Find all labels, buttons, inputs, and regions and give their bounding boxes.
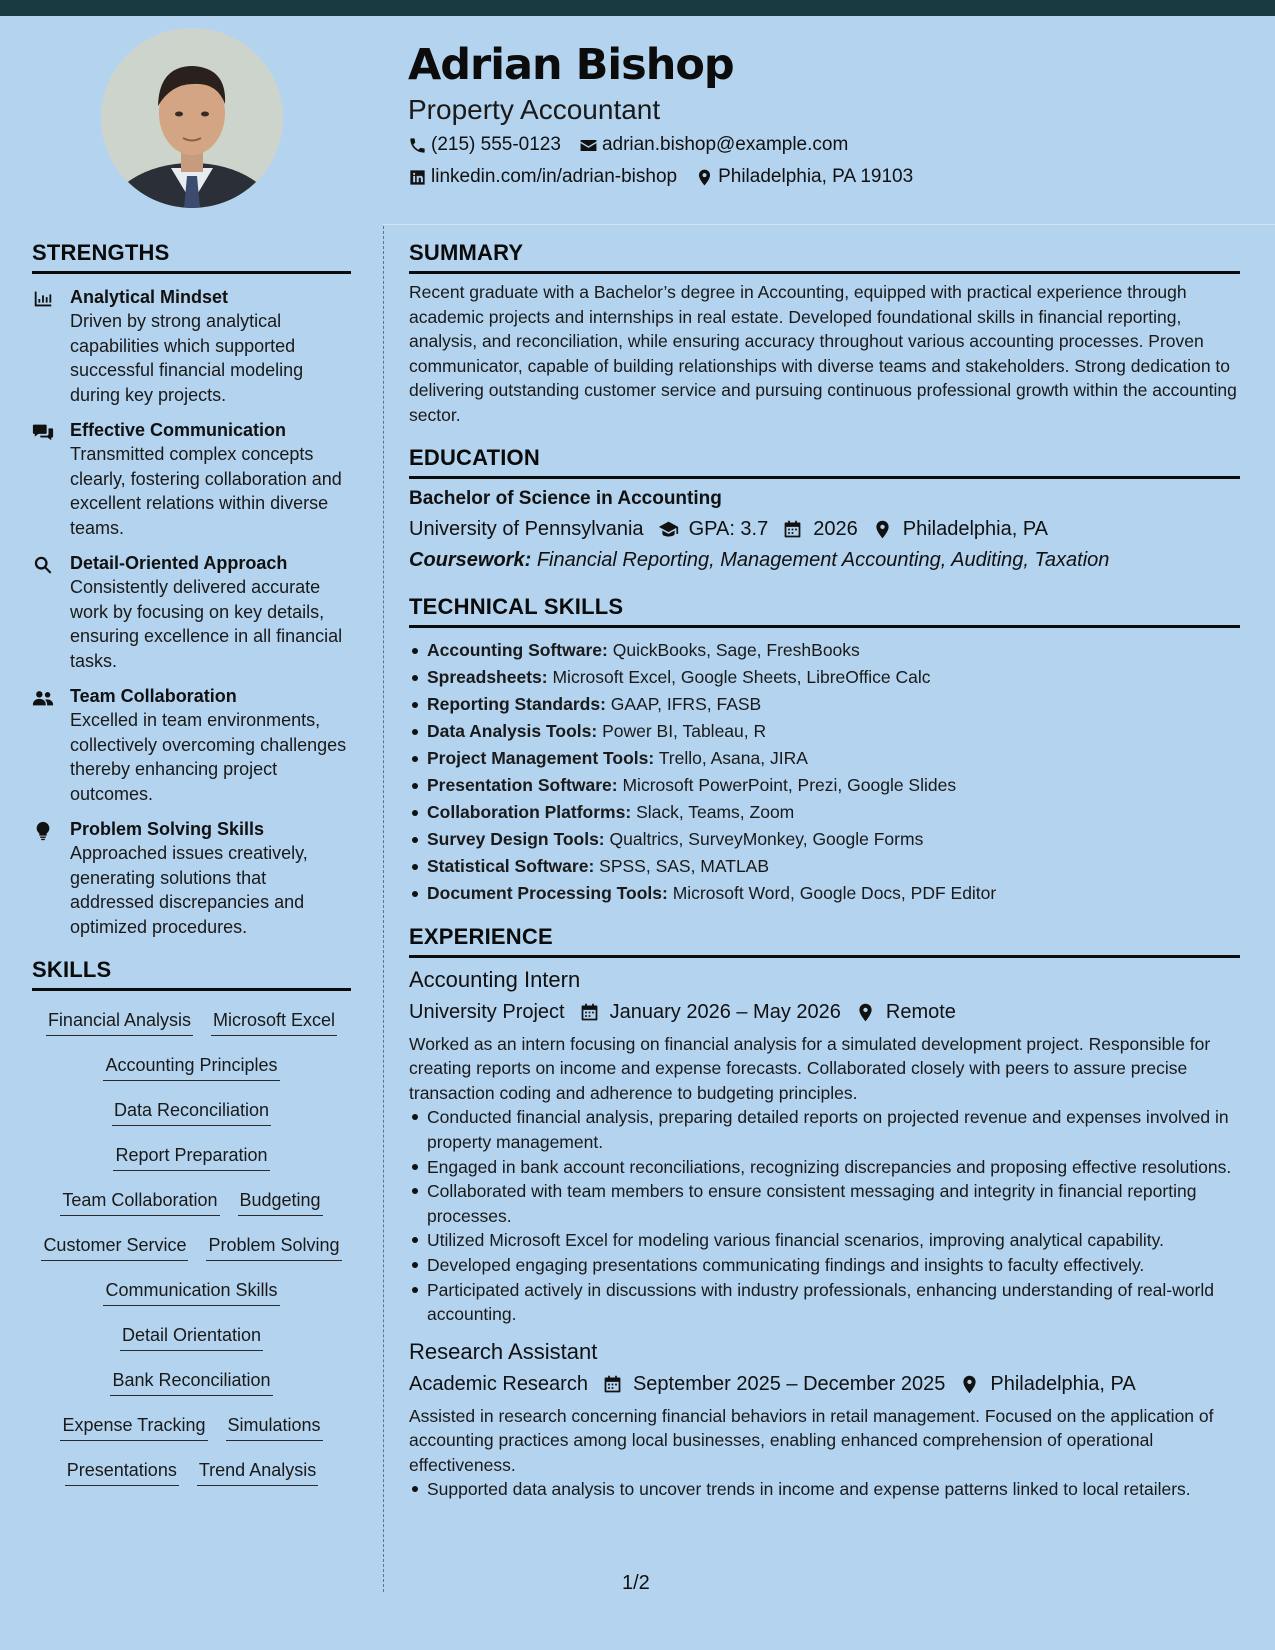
column-divider bbox=[383, 226, 384, 1592]
skill-chip: Problem Solving bbox=[206, 1233, 341, 1261]
list-item bbox=[409, 880, 1240, 907]
lightbulb-icon bbox=[32, 817, 70, 939]
skill-label: Collaboration Platforms: bbox=[427, 801, 632, 822]
summary-heading: SUMMARY bbox=[409, 240, 1240, 274]
strength-item bbox=[32, 684, 351, 806]
skill-label: Accounting Software: bbox=[427, 639, 608, 660]
edu-location: Philadelphia, PA bbox=[902, 517, 1049, 540]
page-number: 1/2 bbox=[622, 1572, 650, 1594]
map-pin-icon bbox=[959, 1374, 980, 1395]
degree-title: Bachelor of Science in Accounting bbox=[409, 487, 722, 509]
technical-skills-list bbox=[409, 637, 1240, 907]
phone-text: (215) 555-0123 bbox=[431, 134, 561, 155]
skill-chip: Financial Analysis bbox=[46, 1008, 193, 1036]
skill-chip: Presentations bbox=[65, 1458, 179, 1486]
gpa-text: GPA: 3.7 bbox=[688, 517, 769, 540]
job-meta bbox=[409, 1001, 1240, 1024]
calendar-icon bbox=[579, 1002, 600, 1023]
strength-item bbox=[32, 551, 351, 673]
linkedin-icon bbox=[408, 168, 427, 187]
skill-chip: Report Preparation bbox=[113, 1143, 269, 1171]
skill-chip: Accounting Principles bbox=[103, 1053, 279, 1081]
job-org: Academic Research bbox=[409, 1372, 588, 1395]
skills-heading: SKILLS bbox=[32, 957, 351, 991]
skill-label: Data Analysis Tools: bbox=[427, 720, 598, 741]
year-item bbox=[782, 518, 858, 541]
location-text: Philadelphia, PA 19103 bbox=[718, 166, 914, 187]
list-item bbox=[409, 637, 1240, 664]
job-dates: September 2025 – December 2025 bbox=[632, 1372, 946, 1395]
job-location-item bbox=[959, 1373, 1135, 1396]
skill-value: Power BI, Tableau, R bbox=[602, 720, 767, 741]
skill-label: Project Management Tools: bbox=[427, 747, 655, 768]
list-item bbox=[409, 745, 1240, 772]
top-bar bbox=[0, 0, 1275, 16]
gpa-item bbox=[658, 518, 769, 541]
list-item: Participated actively in discussions with industry professionals, enhancing understanding of real-world accounting. bbox=[409, 1278, 1240, 1327]
skill-chip: Team Collaboration bbox=[60, 1188, 219, 1216]
edu-location-item bbox=[872, 518, 1048, 541]
skill-value: Microsoft Excel, Google Sheets, LibreOffice Calc bbox=[552, 666, 931, 687]
left-column bbox=[32, 240, 351, 1498]
skill-chip: Microsoft Excel bbox=[211, 1008, 337, 1036]
skill-label: Statistical Software: bbox=[427, 855, 595, 876]
job-entry bbox=[409, 967, 1240, 1327]
job-dates: January 2026 – May 2026 bbox=[609, 1000, 841, 1023]
summary-text: Recent graduate with a Bachelor’s degree in Accounting, equipped with practical experience through academic projects and internships in real estate. Developed foundational skills in financial reporting, analysis, and reconciliation, while ensuring accuracy throughout various accounting processes. Proven communicator, capable of building relationships with diverse teams and stakeholders. Strong dedication to delivering outstanding customer service and pursuing continuous professional growth within the accounting sector. bbox=[409, 282, 1237, 425]
candidate-name: Adrian Bishop bbox=[408, 40, 734, 90]
strengths-heading: STRENGTHS bbox=[32, 240, 351, 274]
skill-label: Presentation Software: bbox=[427, 774, 618, 795]
linkedin-item[interactable] bbox=[408, 166, 677, 188]
skill-value: GAAP, IFRS, FASB bbox=[610, 693, 762, 714]
skill-chip: Expense Tracking bbox=[60, 1413, 207, 1441]
job-dates-item bbox=[602, 1373, 945, 1396]
map-pin-icon bbox=[872, 519, 893, 540]
list-item bbox=[409, 826, 1240, 853]
skill-chip: Data Reconciliation bbox=[112, 1098, 271, 1126]
list-item bbox=[409, 691, 1240, 718]
technical-skills-heading: TECHNICAL SKILLS bbox=[409, 594, 1240, 628]
strength-item bbox=[32, 418, 351, 540]
skill-label: Spreadsheets: bbox=[427, 666, 548, 687]
strength-title: Effective Communication bbox=[70, 420, 287, 440]
education-meta bbox=[409, 518, 1240, 541]
strength-item bbox=[32, 817, 351, 939]
skills-section bbox=[32, 957, 351, 1498]
coursework bbox=[409, 549, 1240, 572]
map-pin-icon bbox=[695, 168, 714, 187]
strength-desc: Consistently delivered accurate work by focusing on key details, ensuring excellence in all financial tasks. bbox=[70, 577, 343, 671]
list-item: Engaged in bank account reconciliations, recognizing discrepancies and proposing effective resolutions. bbox=[409, 1155, 1240, 1180]
strength-desc: Approached issues creatively, generating solutions that addressed discrepancies and optimized procedures. bbox=[70, 843, 308, 937]
email-item[interactable] bbox=[579, 134, 848, 156]
users-icon bbox=[32, 684, 70, 806]
skill-chip: Budgeting bbox=[238, 1188, 323, 1216]
education-heading: EDUCATION bbox=[409, 445, 1240, 479]
skill-chip: Communication Skills bbox=[103, 1278, 279, 1306]
job-location: Philadelphia, PA bbox=[990, 1372, 1136, 1395]
experience-heading: EXPERIENCE bbox=[409, 924, 1240, 958]
job-bullets bbox=[409, 1477, 1240, 1502]
skill-label: Survey Design Tools: bbox=[427, 828, 605, 849]
strength-desc: Transmitted complex concepts clearly, fostering collaboration and excellent relations within diverse teams. bbox=[70, 444, 342, 538]
strength-title: Problem Solving Skills bbox=[70, 819, 265, 839]
job-org: University Project bbox=[409, 1000, 565, 1023]
portrait-image bbox=[101, 28, 283, 208]
calendar-icon bbox=[782, 519, 803, 540]
strength-desc: Excelled in team environments, collectively overcoming challenges thereby enhancing project outcomes. bbox=[70, 710, 347, 804]
header-divider bbox=[383, 224, 1275, 225]
list-item: Developed engaging presentations communicating findings and insights to faculty effectively. bbox=[409, 1253, 1240, 1278]
school-name: University of Pennsylvania bbox=[409, 517, 644, 540]
location-item bbox=[695, 166, 913, 188]
education-section bbox=[409, 445, 1240, 572]
graduation-cap-icon bbox=[658, 519, 679, 540]
job-location-item bbox=[855, 1001, 956, 1024]
job-entry-title: Research Assistant bbox=[409, 1338, 598, 1364]
job-entry-title: Accounting Intern bbox=[409, 966, 581, 992]
skill-value: SPSS, SAS, MATLAB bbox=[599, 855, 770, 876]
list-item: Collaborated with team members to ensure consistent messaging and integrity in financial reporting processes. bbox=[409, 1179, 1240, 1228]
skill-chip: Customer Service bbox=[41, 1233, 188, 1261]
skill-chip: Trend Analysis bbox=[197, 1458, 318, 1486]
list-item bbox=[409, 718, 1240, 745]
strength-desc: Driven by strong analytical capabilities which supported successful financial modeling during key projects. bbox=[70, 311, 304, 405]
skill-value: Slack, Teams, Zoom bbox=[636, 801, 795, 822]
job-description: Assisted in research concerning financial behaviors in retail management. Focused on the application of accounting practices among local businesses, enabling enhanced comprehension of operational effectiveness. bbox=[409, 1405, 1214, 1475]
strength-title: Detail-Oriented Approach bbox=[70, 553, 288, 573]
email-text: adrian.bishop@example.com bbox=[601, 134, 849, 155]
list-item: Supported data analysis to uncover trends in income and expense patterns linked to local retailers. bbox=[409, 1477, 1240, 1502]
job-location: Remote bbox=[885, 1000, 956, 1023]
skill-label: Document Processing Tools: bbox=[427, 882, 668, 903]
contact-row-1 bbox=[408, 134, 866, 156]
linkedin-text: linkedin.com/in/adrian-bishop bbox=[431, 166, 678, 187]
skill-value: Microsoft PowerPoint, Prezi, Google Slides bbox=[622, 774, 957, 795]
right-column bbox=[409, 240, 1240, 1502]
list-item: Conducted financial analysis, preparing detailed reports on projected revenue and expenses involved in property management. bbox=[409, 1105, 1240, 1154]
job-entry bbox=[409, 1339, 1240, 1502]
skill-chips bbox=[32, 1003, 351, 1498]
strength-item bbox=[32, 285, 351, 407]
skill-value: Qualtrics, SurveyMonkey, Google Forms bbox=[609, 828, 924, 849]
phone-icon bbox=[408, 136, 427, 155]
job-title: Property Accountant bbox=[408, 94, 661, 125]
comments-icon bbox=[32, 418, 70, 540]
technical-skills-section bbox=[409, 594, 1240, 907]
list-item bbox=[409, 853, 1240, 880]
skill-label: Reporting Standards: bbox=[427, 693, 606, 714]
map-pin-icon bbox=[855, 1002, 876, 1023]
skill-chip: Bank Reconciliation bbox=[110, 1368, 272, 1396]
job-description: Worked as an intern focusing on financial analysis for a simulated development project. Responsible for creating reports on income and expense forecasts. Collaborated closely with peers to assure precise transaction coding and adherence to budgeting principles. bbox=[409, 1033, 1211, 1103]
search-icon bbox=[32, 551, 70, 673]
chart-bar-icon bbox=[32, 285, 70, 407]
skill-value: Trello, Asana, JIRA bbox=[658, 747, 808, 768]
summary-section bbox=[409, 240, 1240, 428]
coursework-label: Coursework: bbox=[409, 548, 532, 571]
strength-title: Team Collaboration bbox=[70, 686, 237, 706]
job-bullets bbox=[409, 1105, 1240, 1326]
job-meta bbox=[409, 1373, 1240, 1396]
envelope-icon bbox=[579, 136, 598, 155]
phone-item[interactable] bbox=[408, 134, 561, 156]
list-item: Utilized Microsoft Excel for modeling various financial scenarios, improving analytical capability. bbox=[409, 1228, 1240, 1253]
experience-section bbox=[409, 924, 1240, 1503]
list-item bbox=[409, 664, 1240, 691]
profile-photo bbox=[101, 28, 283, 208]
strength-title: Analytical Mindset bbox=[70, 287, 229, 307]
list-item bbox=[409, 799, 1240, 826]
calendar-icon bbox=[602, 1374, 623, 1395]
coursework-list: Financial Reporting, Management Accounting, Auditing, Taxation bbox=[536, 548, 1110, 571]
skill-chip: Simulations bbox=[226, 1413, 323, 1441]
list-item bbox=[409, 772, 1240, 799]
job-dates-item bbox=[579, 1001, 841, 1024]
grad-year: 2026 bbox=[813, 517, 858, 540]
contact-row-2 bbox=[408, 166, 931, 188]
skill-value: QuickBooks, Sage, FreshBooks bbox=[612, 639, 860, 660]
skill-value: Microsoft Word, Google Docs, PDF Editor bbox=[672, 882, 997, 903]
skill-chip: Detail Orientation bbox=[120, 1323, 263, 1351]
